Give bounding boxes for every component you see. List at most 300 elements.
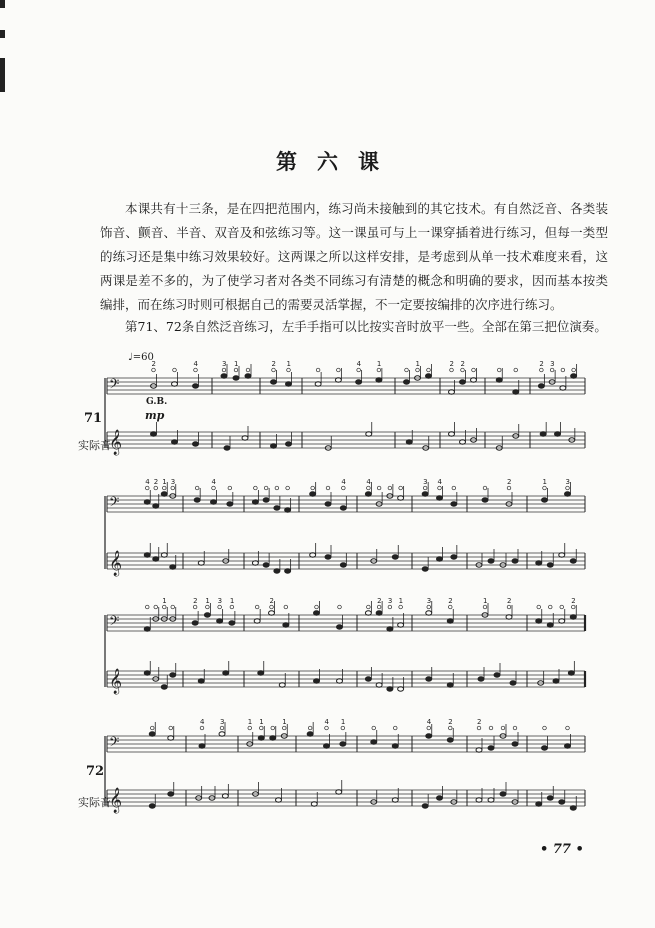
harmonic-circle xyxy=(162,605,166,609)
note-head xyxy=(168,792,174,796)
page-number: • 77 • xyxy=(540,842,584,857)
note-head xyxy=(221,374,227,378)
note-head xyxy=(451,555,457,559)
fingering-number: 1 xyxy=(483,597,488,605)
note-head xyxy=(560,386,566,390)
note-head xyxy=(426,374,432,378)
harmonic-circle xyxy=(427,368,431,372)
note-head xyxy=(536,619,542,623)
note-head xyxy=(482,498,488,502)
technique-mark: G.B. xyxy=(146,397,168,407)
harmonic-circle xyxy=(514,368,518,372)
fingering-number: 2 xyxy=(153,478,159,486)
harmonic-circle xyxy=(537,605,541,609)
note-head xyxy=(398,496,404,500)
note-head xyxy=(447,619,453,623)
harmonic-circle xyxy=(501,726,505,730)
fingering-number: 2 xyxy=(477,718,482,726)
fingering-number: 3 xyxy=(550,360,555,368)
note-head xyxy=(565,744,571,748)
note-head xyxy=(279,683,285,687)
harmonic-circle xyxy=(461,368,465,372)
harmonic-circle xyxy=(438,486,442,490)
note-head xyxy=(271,380,277,384)
fingering-number: 2 xyxy=(448,597,453,605)
fingering-number: 1 xyxy=(376,360,382,368)
harmonic-circle xyxy=(230,605,234,609)
harmonic-circle xyxy=(377,605,381,609)
harmonic-circle xyxy=(152,368,156,372)
note-head xyxy=(376,611,382,615)
note-head xyxy=(422,492,428,496)
bass-clef: 𝄢 xyxy=(109,734,120,753)
note-head xyxy=(193,384,199,388)
note-head xyxy=(406,440,412,444)
note-head xyxy=(198,679,204,683)
bass-clef: 𝄢 xyxy=(109,613,120,632)
note-head xyxy=(270,736,276,740)
fingering-number: 2 xyxy=(539,360,544,368)
note-head xyxy=(310,553,316,557)
note-head xyxy=(224,446,230,450)
note-head xyxy=(263,563,269,567)
harmonic-circle xyxy=(367,486,371,490)
harmonic-circle xyxy=(566,486,570,490)
harmonic-circle xyxy=(388,486,392,490)
note-head xyxy=(471,378,477,382)
fingering-number: 1 xyxy=(259,718,264,726)
note-head xyxy=(512,742,518,746)
harmonic-circle xyxy=(448,605,452,609)
harmonic-circle xyxy=(259,726,263,730)
fingering-number: 2 xyxy=(193,597,198,605)
note-head xyxy=(376,378,382,382)
harmonic-circle xyxy=(194,368,198,372)
note-head xyxy=(447,683,453,687)
note-head xyxy=(161,492,167,496)
note-head xyxy=(555,432,561,436)
fingering-number: 1 xyxy=(247,718,253,726)
note-head xyxy=(559,553,565,557)
note-head xyxy=(570,806,576,810)
note-head xyxy=(324,744,330,748)
harmonic-circle xyxy=(284,605,288,609)
note-head xyxy=(426,677,432,681)
note-head xyxy=(437,557,443,561)
fingering-number: 2 xyxy=(507,478,512,486)
note-head xyxy=(161,553,167,557)
note-head xyxy=(335,378,341,382)
harmonic-circle xyxy=(399,486,403,490)
harmonic-circle xyxy=(427,605,431,609)
fingering-number: 1 xyxy=(398,597,404,605)
harmonic-circle xyxy=(275,486,279,490)
harmonic-circle xyxy=(372,726,376,730)
note-head xyxy=(337,625,343,629)
fingering-number: 4 xyxy=(200,718,205,726)
harmonic-circle xyxy=(399,605,403,609)
note-head xyxy=(325,555,331,559)
note-head xyxy=(451,502,457,506)
note-head xyxy=(285,508,291,512)
note-head xyxy=(365,492,371,496)
note-head xyxy=(476,748,482,752)
harmonic-circle xyxy=(507,605,511,609)
harmonic-circle xyxy=(200,726,204,730)
note-head xyxy=(314,611,320,615)
harmonic-circle xyxy=(287,368,291,372)
harmonic-circle xyxy=(145,486,149,490)
note-head xyxy=(547,563,553,567)
harmonic-circle xyxy=(448,726,452,730)
note-head xyxy=(460,380,466,384)
harmonic-circle xyxy=(543,486,547,490)
note-head xyxy=(223,671,229,675)
harmonic-circle xyxy=(405,368,409,372)
note-head xyxy=(547,796,553,800)
harmonic-circle xyxy=(572,368,576,372)
note-head xyxy=(337,679,343,683)
bass-clef: 𝄢 xyxy=(109,376,120,395)
note-head xyxy=(144,627,150,631)
note-head xyxy=(153,557,159,561)
note-head xyxy=(488,798,494,802)
note-head xyxy=(553,679,559,683)
harmonic-circle xyxy=(450,368,454,372)
harmonic-circle xyxy=(325,726,329,730)
note-head xyxy=(392,555,398,559)
note-head xyxy=(149,732,155,736)
bass-clef: 𝄢 xyxy=(109,494,120,513)
note-head xyxy=(398,687,404,691)
harmonic-circle xyxy=(271,726,275,730)
note-head xyxy=(392,744,398,748)
note-head xyxy=(536,561,542,565)
note-head xyxy=(311,802,317,806)
fingering-number: 4 xyxy=(211,478,216,486)
note-head xyxy=(340,742,346,746)
harmonic-circle xyxy=(173,368,177,372)
harmonic-circle xyxy=(342,486,346,490)
note-head xyxy=(285,569,291,573)
note-head xyxy=(340,506,346,510)
note-head xyxy=(538,384,544,388)
note-head xyxy=(387,627,393,631)
note-head xyxy=(314,679,320,683)
fingering-number: 1 xyxy=(234,360,239,368)
harmonic-circle xyxy=(423,486,427,490)
note-head xyxy=(476,798,482,802)
fingering-number: 4 xyxy=(324,718,329,726)
fingering-number: 4 xyxy=(356,360,362,368)
harmonic-circle xyxy=(357,368,361,372)
harmonic-circle xyxy=(377,368,381,372)
note-head xyxy=(568,671,574,675)
fingering-number: 1 xyxy=(282,718,287,726)
note-head xyxy=(198,561,204,565)
exercise-number: 72 xyxy=(86,764,105,779)
note-head xyxy=(447,738,453,742)
dynamic-marking: mp xyxy=(145,409,165,422)
note-head xyxy=(172,440,178,444)
note-head xyxy=(194,498,200,502)
note-head xyxy=(199,744,205,748)
harmonic-circle xyxy=(507,486,511,490)
note-head xyxy=(366,432,372,436)
note-head xyxy=(229,621,235,625)
actual-sound-label: 实际音 xyxy=(78,439,111,452)
note-head xyxy=(365,611,371,615)
note-head xyxy=(263,498,269,502)
note-head xyxy=(222,794,228,798)
note-head xyxy=(336,790,342,794)
note-head xyxy=(547,623,553,627)
harmonic-circle xyxy=(212,486,216,490)
treble-clef: 𝄞 xyxy=(109,430,123,455)
fingering-number: 3 xyxy=(423,478,428,486)
note-head xyxy=(496,378,502,382)
harmonic-circle xyxy=(255,605,259,609)
note-head xyxy=(500,792,506,796)
harmonic-circle xyxy=(248,726,252,730)
harmonic-circle xyxy=(286,486,290,490)
harmonic-circle xyxy=(246,368,250,372)
harmonic-circle xyxy=(264,486,268,490)
note-head xyxy=(252,500,258,504)
note-head xyxy=(510,681,516,685)
note-head xyxy=(315,382,321,386)
note-head xyxy=(404,380,410,384)
note-head xyxy=(258,671,264,675)
note-head xyxy=(172,382,178,386)
harmonic-circle xyxy=(337,368,341,372)
harmonic-circle xyxy=(193,605,197,609)
note-head xyxy=(512,559,518,563)
harmonic-circle xyxy=(154,486,158,490)
harmonic-circle xyxy=(195,486,199,490)
harmonic-circle xyxy=(393,726,397,730)
note-head xyxy=(542,746,548,750)
fingering-number: 2 xyxy=(377,597,382,605)
note-head xyxy=(193,442,199,446)
note-head xyxy=(307,732,313,736)
harmonic-circle xyxy=(489,726,493,730)
harmonic-circle xyxy=(220,726,224,730)
note-head xyxy=(227,502,233,506)
note-head xyxy=(426,734,432,738)
note-head xyxy=(252,561,258,565)
note-head xyxy=(211,500,217,504)
note-head xyxy=(283,623,289,627)
note-head xyxy=(269,611,275,615)
note-head xyxy=(513,390,519,394)
note-head xyxy=(276,798,282,802)
harmonic-circle xyxy=(483,605,487,609)
fingering-number: 1 xyxy=(229,597,235,605)
note-head xyxy=(387,687,393,691)
fingering-number: 2 xyxy=(460,360,465,368)
fingering-number: 3 xyxy=(387,597,393,605)
fingering-number: 2 xyxy=(269,597,274,605)
fingering-number: 4 xyxy=(426,718,432,726)
harmonic-circle xyxy=(154,605,158,609)
harmonic-circle xyxy=(477,726,481,730)
fingering-number: 2 xyxy=(448,718,453,726)
note-head xyxy=(192,621,198,625)
note-head xyxy=(325,502,331,506)
note-head xyxy=(559,619,565,623)
note-head xyxy=(422,567,428,571)
note-head xyxy=(219,732,225,736)
note-head xyxy=(542,498,548,502)
fingering-number: 1 xyxy=(205,597,210,605)
fingering-number: 3 xyxy=(426,597,432,605)
note-head xyxy=(570,615,576,619)
note-head xyxy=(494,673,500,677)
fingering-number: 1 xyxy=(286,360,291,368)
note-head xyxy=(478,677,484,681)
fingering-number: 1 xyxy=(162,478,167,486)
fingering-number: 1 xyxy=(542,478,547,486)
tempo-marking: ♩=60 xyxy=(128,352,154,363)
note-head xyxy=(144,671,150,675)
note-head xyxy=(565,492,571,496)
note-head xyxy=(170,673,176,677)
harmonic-circle xyxy=(548,605,552,609)
note-head xyxy=(274,506,280,510)
fingering-number: 4 xyxy=(145,478,150,486)
harmonic-circle xyxy=(472,368,476,372)
exercise-number: 71 xyxy=(84,411,103,426)
harmonic-circle xyxy=(571,605,575,609)
fingering-number: 2 xyxy=(571,597,576,605)
harmonic-circle xyxy=(308,726,312,730)
harmonic-circle xyxy=(341,726,345,730)
harmonic-circle xyxy=(566,726,570,730)
note-head xyxy=(376,683,382,687)
note-head xyxy=(217,619,223,623)
note-head xyxy=(286,382,292,386)
harmonic-circle xyxy=(513,726,517,730)
harmonic-circle xyxy=(497,368,501,372)
note-head xyxy=(271,444,277,448)
fingering-number: 3 xyxy=(170,478,176,486)
harmonic-circle xyxy=(377,486,381,490)
note-head xyxy=(488,559,494,563)
treble-clef: 𝄞 xyxy=(109,551,123,576)
harmonic-circle xyxy=(316,368,320,372)
harmonic-circle xyxy=(388,605,392,609)
note-head xyxy=(274,569,280,573)
treble-clef: 𝄞 xyxy=(109,788,123,813)
note-head xyxy=(242,436,248,440)
note-head xyxy=(153,504,159,508)
lesson-intro-paragraph: 本课共有十三条，是在四把范围内，练习尚未接触到的其它技术。有自然泛音、各类装饰音、颤音、半音、双音及和弦练习等。这一课虽可与上一课穿插着进行练习，但每一类型的练习还是集中练习效果较好。这两课之所以这样安排，是考虑到从单一技术难度来看，这两课是差不多的，为了使学习者对各类不同练习有清楚的概念和明确的要求，因而基本按类编排，而在练习时则可根据自己的需要灵活掌握，不一定要按编排的次序进行练习。 xyxy=(100,201,608,312)
note-head xyxy=(392,798,398,802)
fingering-number: 3 xyxy=(217,597,223,605)
note-head xyxy=(254,619,260,623)
note-head xyxy=(310,492,316,496)
note-head xyxy=(540,432,546,436)
harmonic-circle xyxy=(367,605,371,609)
harmonic-circle xyxy=(540,368,544,372)
fingering-number: 2 xyxy=(507,597,512,605)
note-head xyxy=(168,736,174,740)
harmonic-circle xyxy=(561,368,565,372)
harmonic-circle xyxy=(427,726,431,730)
fingering-number: 1 xyxy=(415,360,420,368)
harmonic-circle xyxy=(452,486,456,490)
note-head xyxy=(506,615,512,619)
note-head xyxy=(570,559,576,563)
note-head xyxy=(571,374,577,378)
lesson-title: 第六课 xyxy=(276,149,399,174)
note-head xyxy=(161,685,167,689)
note-head xyxy=(286,442,292,446)
harmonic-circle xyxy=(234,368,238,372)
harmonic-circle xyxy=(282,726,286,730)
note-head xyxy=(204,613,210,617)
note-head xyxy=(371,740,377,744)
treble-clef: 𝄞 xyxy=(109,669,123,694)
harmonic-circle xyxy=(315,605,319,609)
note-head xyxy=(245,374,251,378)
harmonic-circle xyxy=(326,486,330,490)
harmonic-circle xyxy=(150,726,154,730)
note-head xyxy=(356,380,362,384)
note-head xyxy=(365,677,371,681)
fingering-number: 4 xyxy=(341,478,346,486)
actual-sound-label: 实际音 xyxy=(78,796,111,809)
fingering-number: 2 xyxy=(271,360,276,368)
note-head xyxy=(151,432,157,436)
note-head xyxy=(233,376,239,380)
harmonic-circle xyxy=(162,486,166,490)
exercise-note: 第71、72条自然泛音练习，左手手指可以比按实音时放平一些。全部在第三把位演奏。 xyxy=(125,319,607,334)
note-head xyxy=(170,565,176,569)
harmonic-circle xyxy=(228,486,232,490)
harmonic-circle xyxy=(218,605,222,609)
harmonic-circle xyxy=(145,605,149,609)
harmonic-circle xyxy=(171,605,175,609)
harmonic-circle xyxy=(416,368,420,372)
note-head xyxy=(488,746,494,750)
fingering-number: 4 xyxy=(366,478,371,486)
fingering-number: 1 xyxy=(340,718,346,726)
fingering-number: 3 xyxy=(565,478,570,486)
fingering-number: 4 xyxy=(193,360,198,368)
harmonic-circle xyxy=(483,486,487,490)
note-head xyxy=(426,611,432,615)
harmonic-circle xyxy=(171,486,175,490)
harmonic-circle xyxy=(543,726,547,730)
note-head xyxy=(398,623,404,627)
note-head xyxy=(144,500,150,504)
fingering-number: 4 xyxy=(437,478,442,486)
harmonic-circle xyxy=(222,368,226,372)
fingering-number: 1 xyxy=(162,597,167,605)
note-head xyxy=(340,563,346,567)
fingering-number: 3 xyxy=(220,718,225,726)
note-head xyxy=(144,553,150,557)
harmonic-circle xyxy=(338,605,342,609)
note-head xyxy=(449,432,455,436)
fingering-number: 3 xyxy=(222,360,227,368)
harmonic-circle xyxy=(169,726,173,730)
harmonic-circle xyxy=(254,486,258,490)
note-head xyxy=(449,390,455,394)
note-head xyxy=(437,796,443,800)
